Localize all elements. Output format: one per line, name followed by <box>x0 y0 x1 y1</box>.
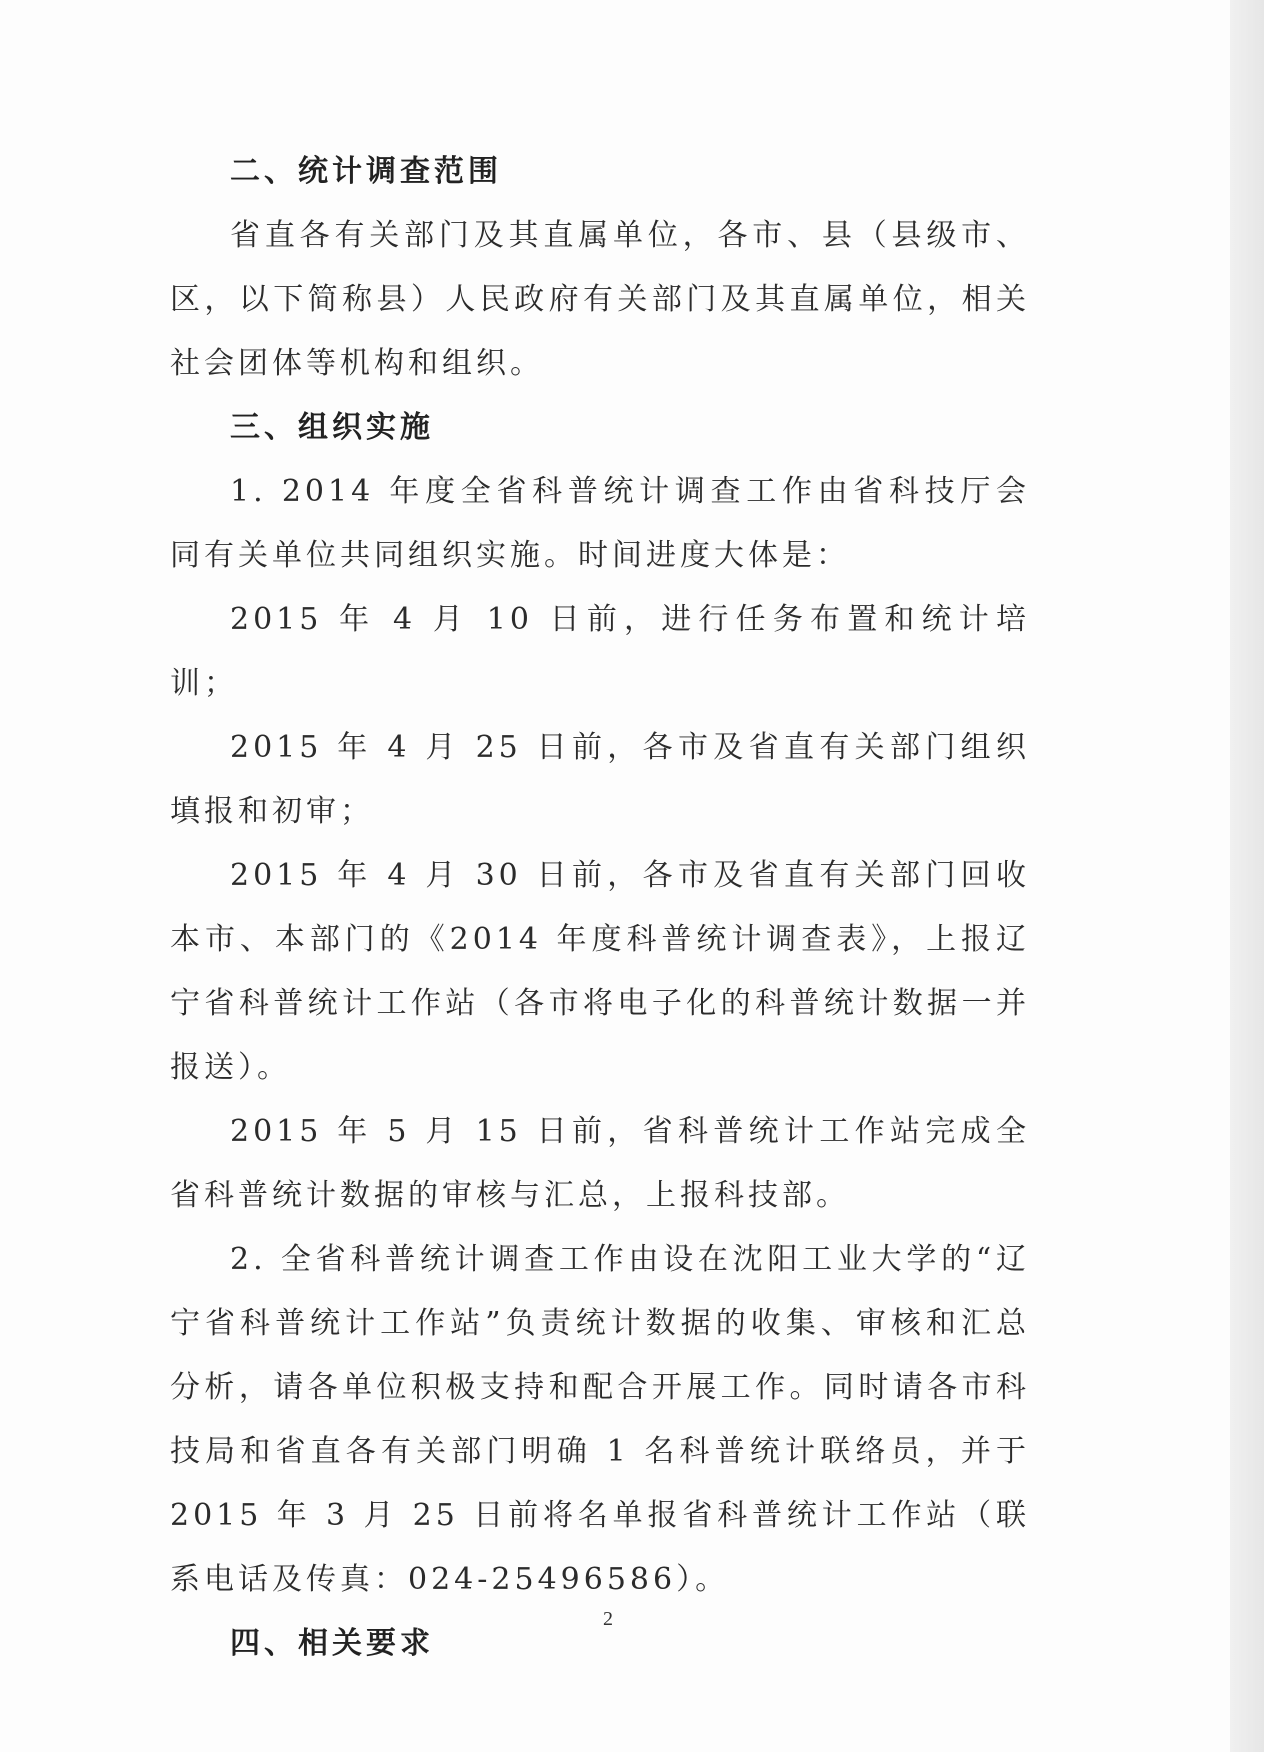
scan-edge <box>1230 0 1264 1752</box>
schedule-item-2: 2015 年 4 月 25 日前，各市及省直有关部门组织填报和初审； <box>170 730 1030 829</box>
page-number: 2 <box>603 1608 613 1630</box>
document-body <box>170 140 1030 1676</box>
implementation-paragraph-1: 1. 2014 年度全省科普统计调查工作由省科技厅会同有关单位共同组织实施。时间进度大体是： <box>170 474 1030 573</box>
section-heading-implementation: 三、组织实施 <box>230 410 434 445</box>
schedule-item-3: 2015 年 4 月 30 日前，各市及省直有关部门回收本市、本部门的《2014 年度科普统计调查表》，上报辽宁省科普统计工作站（各市将电子化的科普统计数据一并报送）。 <box>170 858 1030 1085</box>
section-heading-requirements: 四、相关要求 <box>230 1626 434 1661</box>
schedule-item-1: 2015 年 4 月 10 日前，进行任务布置和统计培训； <box>170 602 1030 701</box>
implementation-paragraph-2: 2. 全省科普统计调查工作由设在沈阳工业大学的“辽宁省科普统计工作站”负责统计数据的收集、审核和汇总分析，请各单位积极支持和配合开展工作。同时请各市科技局和省直各有关部门明确 1 名科普统计联络员，并于 2015 年 3 月 25 日前将名单报省科普统计工作站（联系电话及传真：024-25496586）。 <box>170 1242 1030 1597</box>
schedule-item-4: 2015 年 5 月 15 日前，省科普统计工作站完成全省科普统计数据的审核与汇总，上报科技部。 <box>170 1114 1030 1213</box>
scope-paragraph: 省直各有关部门及其直属单位，各市、县（县级市、区，以下简称县）人民政府有关部门及其直属单位，相关社会团体等机构和组织。 <box>170 218 1030 381</box>
section-heading-scope: 二、统计调查范围 <box>230 154 502 189</box>
